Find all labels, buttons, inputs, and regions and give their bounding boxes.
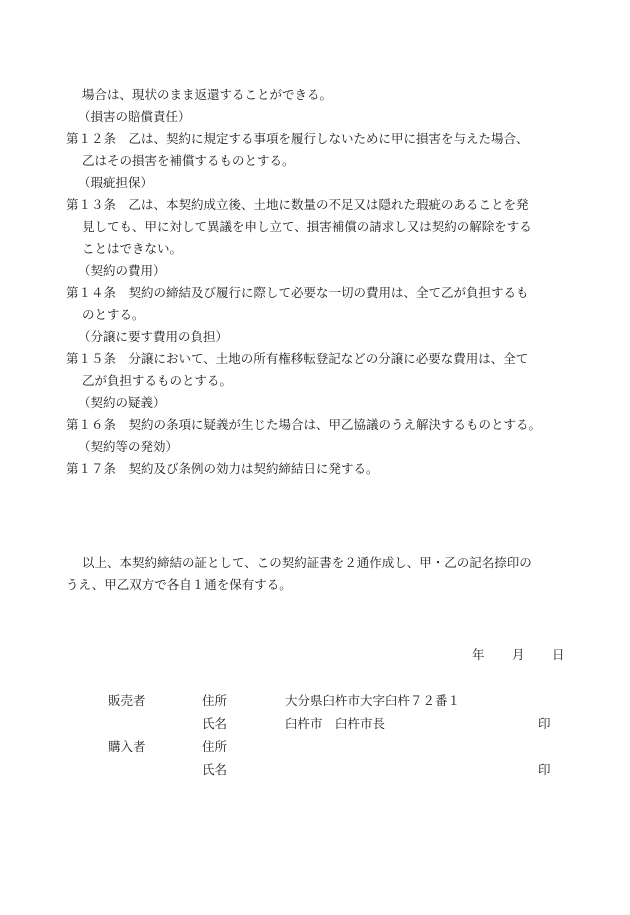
seller-role: 販売者 <box>108 693 146 708</box>
heading-article-14: （契約の費用） <box>78 263 166 278</box>
article-15-line-2: 乙が負担するものとする。 <box>82 373 233 388</box>
buyer-seal: 印 <box>538 762 551 777</box>
date-year: 年 <box>472 647 485 662</box>
seller-address-label: 住所 <box>202 693 228 708</box>
seller-name-value: 臼杵市 臼杵市長 <box>285 716 386 731</box>
seller-seal: 印 <box>538 716 551 731</box>
article-14-line-1: 第１４条 契約の締結及び履行に際して必要な一切の費用は、全て乙が負担するも <box>66 285 529 300</box>
article-13-line-2: 見しても、甲に対して異議を申し立て、損害補償の請求し又は契約の解除をする <box>82 219 532 234</box>
seller-name-label: 氏名 <box>202 716 228 731</box>
date-day: 日 <box>552 647 565 662</box>
article-17-line-1: 第１７条 契約及び条例の効力は契約締結日に発する。 <box>66 461 379 476</box>
article-16-line-1: 第１６条 契約の条項に疑義が生じた場合は、甲乙協議のうえ解決するものとする。 <box>66 417 542 432</box>
heading-article-15: （分譲に要す費用の負担） <box>78 329 229 344</box>
article-12-line-2: 乙はその損害を補償するものとする。 <box>82 153 295 168</box>
date-month: 月 <box>512 647 525 662</box>
buyer-address-label: 住所 <box>202 739 228 754</box>
article-13-line-1: 第１３条 乙は、本契約成立後、土地に数量の不足又は隠れた瑕疵のあることを発 <box>66 197 529 212</box>
closing-line-1: 以上、本契約締結の証として、この契約証書を２通作成し、甲・乙の記名捺印の <box>82 555 532 570</box>
article-11-tail-line-1: 場合は、現状のまま返還することができる。 <box>82 87 333 102</box>
article-13-line-3: ことはできない。 <box>82 241 183 256</box>
seller-address-value: 大分県臼杵市大字臼杵７２番１ <box>285 693 461 708</box>
article-15-line-1: 第１５条 分譲において、土地の所有権移転登記などの分譲に必要な費用は、全て <box>66 351 529 366</box>
heading-article-17: （契約等の発効） <box>78 439 179 454</box>
heading-article-16: （契約の疑義） <box>78 395 166 410</box>
heading-article-12: （損害の賠償責任） <box>78 109 191 124</box>
buyer-role: 購入者 <box>108 739 146 754</box>
heading-article-13: （瑕疵担保） <box>78 175 154 190</box>
closing-line-2: うえ、甲乙双方で各自１通を保有する。 <box>66 577 292 592</box>
article-14-line-2: のとする。 <box>82 307 145 322</box>
article-12-line-1: 第１２条 乙は、契約に規定する事項を履行しないために甲に損害を与えた場合、 <box>66 131 529 146</box>
buyer-name-label: 氏名 <box>202 762 228 777</box>
